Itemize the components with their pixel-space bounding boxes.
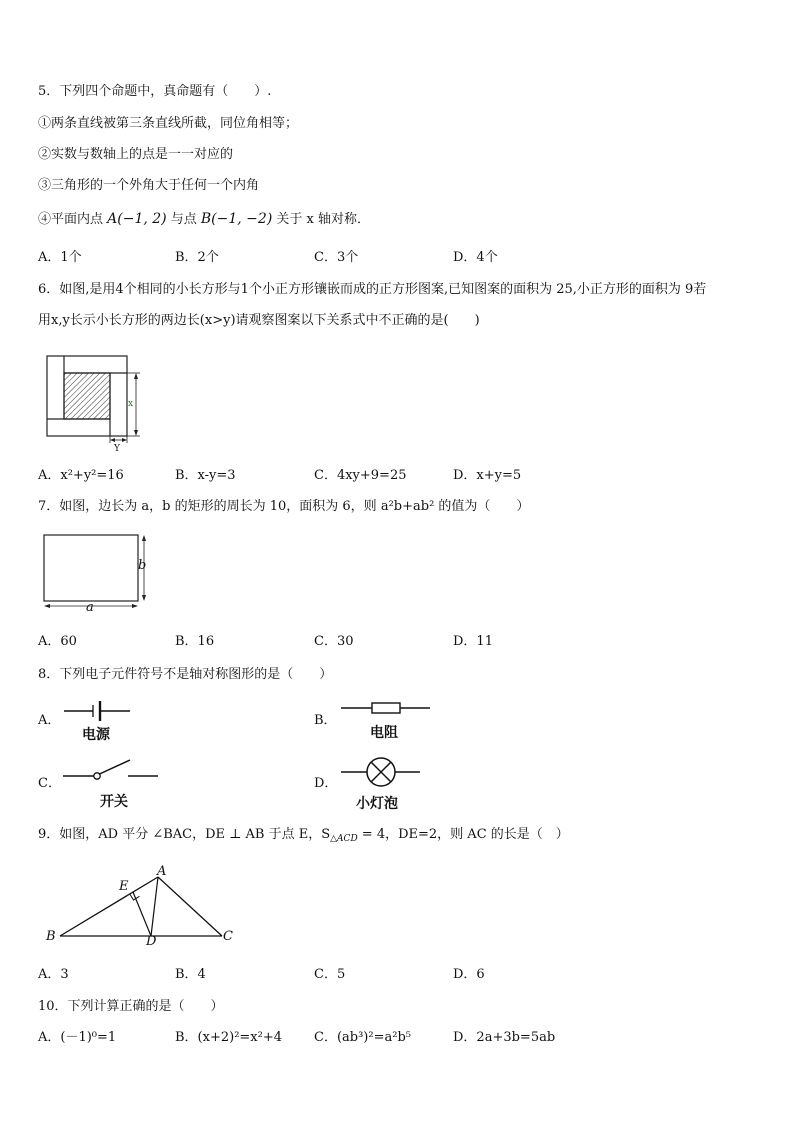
resistor-symbol-icon <box>340 700 432 716</box>
q5-point-a: A(−1, 2) <box>107 211 167 227</box>
q9-option-b[interactable]: B．4 <box>175 967 206 982</box>
q8-caption-resistor: 电阻 <box>370 725 398 741</box>
q7-option-d[interactable]: D．11 <box>453 634 493 649</box>
q6-label-x: x <box>128 399 134 409</box>
q8-caption-lamp: 小灯泡 <box>356 796 398 812</box>
q6-option-d[interactable]: D．x+y=5 <box>453 468 522 483</box>
q6-stem-line2: 用x,y长示小长方形的两边长(x>y)请观察图案以下关系式中不正确的是( ) <box>38 313 480 328</box>
q5-statement-1: ①两条直线被第三条直线所截，同位角相等； <box>38 116 299 131</box>
q6-inner-hatched-square <box>64 373 110 419</box>
q9-segment-ab <box>60 877 158 936</box>
q6-label-y: Y <box>114 444 120 454</box>
q8-option-a-letter[interactable]: A． <box>38 713 61 728</box>
q9-label-c: C <box>223 929 233 944</box>
q6-option-b[interactable]: B．x-y=3 <box>175 468 236 483</box>
q5-point-b: B(−1, −2) <box>200 211 273 227</box>
battery-symbol-icon <box>62 700 134 722</box>
q10-option-b[interactable]: B．(x+2)²=x²+4 <box>175 1030 283 1045</box>
q6-square-pattern-figure <box>44 355 164 455</box>
q7-option-c[interactable]: C．30 <box>314 634 354 649</box>
q5-s4-mid: 与点 <box>166 212 201 227</box>
q9-label-a: A <box>157 864 167 879</box>
q8-caption-power: 电源 <box>82 727 110 743</box>
q5-s4-prefix: ④平面内点 <box>38 212 108 227</box>
q8-caption-switch: 开关 <box>100 794 128 810</box>
q7-label-a: a <box>86 600 94 615</box>
q9-stem <box>38 827 569 843</box>
q5-option-d[interactable]: D．4个 <box>453 250 498 265</box>
q7-option-b[interactable]: B．16 <box>175 634 215 649</box>
q5-s4-suffix: 关于 x 轴对称． <box>272 212 371 227</box>
q7-rectangle <box>44 535 138 601</box>
q5-option-a[interactable]: A．1个 <box>38 250 82 265</box>
q7-stem: 7．如图，边长为 a，b 的矩形的周长为 10，面积为 6，则 a²b+ab² 的值为（ ） <box>38 499 530 514</box>
q9-option-a[interactable]: A．3 <box>38 967 69 982</box>
q9-option-d[interactable]: D．6 <box>453 967 485 982</box>
q6-option-c[interactable]: C．4xy+9=25 <box>314 468 407 483</box>
q5-statement-2: ②实数与数轴上的点是一一对应的 <box>38 147 234 162</box>
q10-option-c[interactable]: C．(ab³)²=a²b⁵ <box>314 1030 411 1045</box>
q9-segment-ac <box>158 877 222 936</box>
q10-option-a[interactable]: A．(－1)⁰=1 <box>38 1030 117 1045</box>
q9-stem-prefix: 9．如图，AD 平分 ∠BAC，DE ⊥ AB 于点 E，S <box>38 827 331 842</box>
q8-option-c-letter[interactable]: C． <box>38 776 61 791</box>
q5-option-b[interactable]: B．2个 <box>175 250 219 265</box>
q9-segment-ad <box>151 877 158 936</box>
q7-option-a[interactable]: A．60 <box>38 634 77 649</box>
q9-option-c[interactable]: C．5 <box>314 967 346 982</box>
q5-statement-3: ③三角形的一个外角大于任何一个内角 <box>38 178 260 193</box>
q6-option-a[interactable]: A．x²+y²=16 <box>38 468 124 483</box>
q9-label-b: B <box>46 929 56 944</box>
q9-area-subscript: △ACD <box>330 834 358 844</box>
light-bulb-symbol-icon <box>340 756 422 788</box>
q8-option-b-letter[interactable]: B． <box>314 713 337 728</box>
q6-stem-line1: 6．如图,是用4个相同的小长方形与1个小正方形镶嵌而成的正方形图案,已知图案的面积为 25,小正方形的面积为 9若 <box>38 282 707 297</box>
switch-symbol-icon <box>62 758 160 782</box>
q9-triangle-figure <box>40 860 240 950</box>
q7-rectangle-figure <box>40 532 160 622</box>
q9-stem-suffix: = 4，DE=2，则 AC 的长是（ ） <box>357 827 569 842</box>
q10-option-d[interactable]: D．2a+3b=5ab <box>453 1030 556 1045</box>
q9-label-d: D <box>146 934 157 949</box>
q5-option-c[interactable]: C．3个 <box>314 250 359 265</box>
q8-stem: 8．下列电子元件符号不是轴对称图形的是（ ） <box>38 667 333 682</box>
q5-statement-4 <box>38 211 370 228</box>
q9-label-e: E <box>119 879 129 894</box>
q10-stem: 10．下列计算正确的是（ ） <box>38 999 224 1014</box>
q7-label-b: b <box>138 558 147 573</box>
q8-option-d-letter[interactable]: D． <box>314 776 338 791</box>
q5-stem: 5．下列四个命题中，真命题有（ ）. <box>38 84 272 99</box>
